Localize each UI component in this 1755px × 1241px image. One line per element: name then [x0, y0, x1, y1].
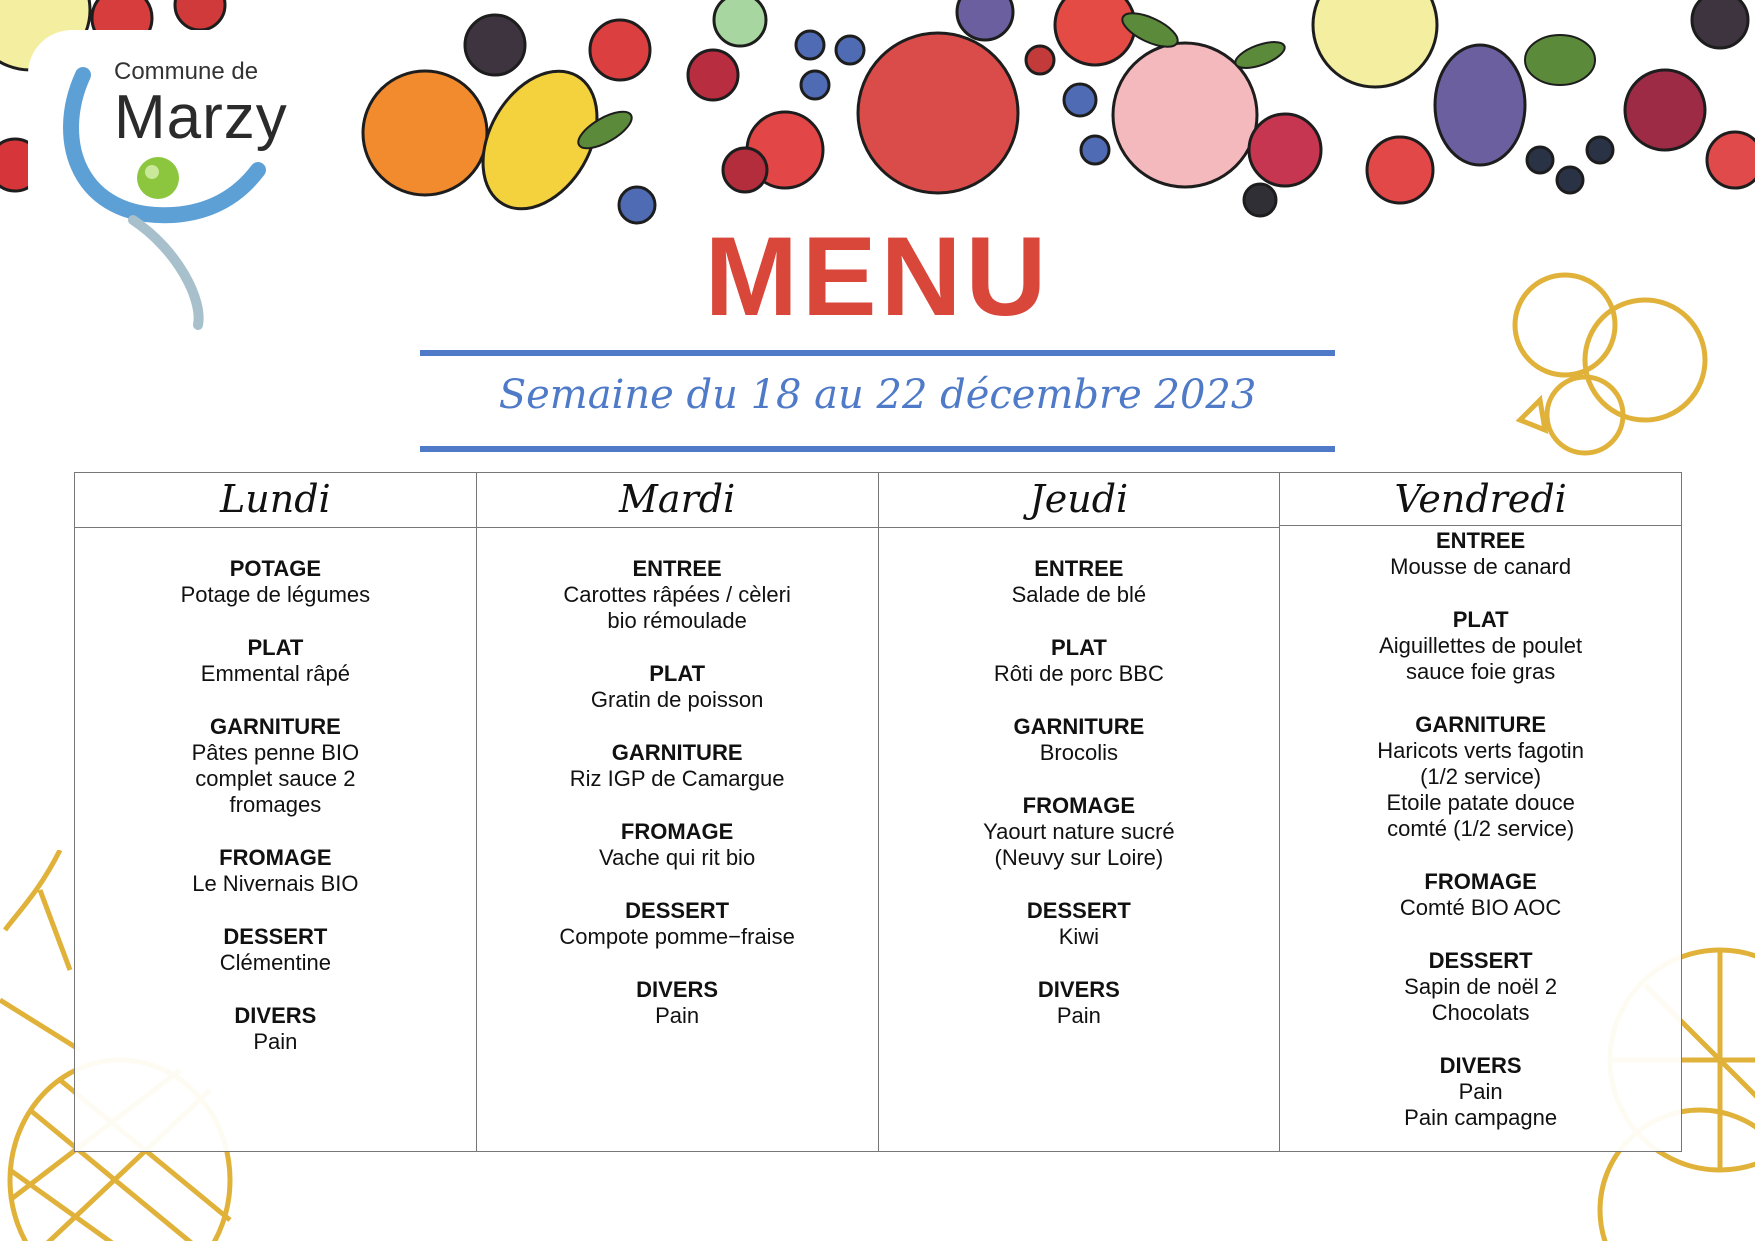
course-block	[879, 635, 1280, 687]
currant-illustration	[1557, 167, 1583, 193]
course-dish: complet sauce 2	[195, 766, 356, 791]
strawberry-illustration	[1707, 132, 1755, 188]
course-dish: Yaourt nature sucré	[983, 819, 1175, 844]
blackberry-illustration	[465, 15, 525, 75]
course-block	[477, 740, 878, 792]
course-dish: Le Nivernais BIO	[192, 871, 359, 896]
course-dish: comté (1/2 service)	[1387, 816, 1575, 841]
course-title: DIVERS	[636, 977, 719, 1002]
plum-illustration	[957, 0, 1013, 40]
course-title: GARNITURE	[1415, 712, 1547, 737]
course-title: DIVERS	[1037, 977, 1120, 1002]
day-menu	[1280, 526, 1681, 1158]
course-title: GARNITURE	[611, 740, 743, 765]
apple-illustration	[1313, 0, 1437, 87]
course-block	[1280, 607, 1681, 685]
course-title: POTAGE	[229, 556, 321, 581]
week-subtitle: Semaine du 18 au 22 décembre 2023	[498, 372, 1257, 418]
course-title: PLAT	[649, 661, 706, 686]
course-title: PLAT	[1050, 635, 1107, 660]
course-title: ENTREE	[1034, 556, 1124, 581]
course-title: FROMAGE	[1424, 869, 1537, 894]
leaf-illustration	[1525, 35, 1595, 85]
day-column-jeudi	[879, 473, 1281, 1151]
course-block	[75, 635, 476, 687]
orange-slice-illustration	[1055, 0, 1135, 65]
course-dish: Chocolats	[1431, 1000, 1530, 1025]
course-dish: fromages	[229, 792, 322, 817]
course-dish: Pain campagne	[1404, 1105, 1558, 1130]
plum-illustration	[714, 0, 766, 46]
course-block	[879, 714, 1280, 766]
course-title: PLAT	[247, 635, 304, 660]
course-block	[75, 1003, 476, 1055]
weekly-menu-table	[74, 472, 1682, 1152]
cherry-illustration	[1026, 46, 1054, 74]
course-block	[75, 924, 476, 976]
orange-illustration	[363, 71, 487, 195]
course-block	[879, 793, 1280, 871]
course-dish: Clémentine	[219, 950, 332, 975]
day-menu	[879, 528, 1280, 1151]
course-dish: Pain	[655, 1003, 700, 1028]
course-dish: Haricots verts fagotin	[1377, 738, 1584, 763]
logo-green-dot-icon	[137, 157, 179, 199]
title-divider-bottom	[420, 446, 1335, 452]
logo-commune-text: Commune de	[114, 58, 259, 85]
course-block	[1280, 948, 1681, 1026]
strawberry-illustration	[1367, 137, 1433, 203]
course-title: DESSERT	[1428, 948, 1533, 973]
leaf-illustration	[1232, 37, 1288, 74]
day-header: Lundi	[75, 473, 476, 528]
course-title: DESSERT	[1026, 898, 1131, 923]
course-dish: Sapin de noël 2	[1404, 974, 1558, 999]
raspberry-illustration	[1249, 114, 1321, 186]
day-header: Jeudi	[879, 473, 1280, 528]
course-title: GARNITURE	[1013, 714, 1145, 739]
course-dish: sauce foie gras	[1406, 659, 1556, 684]
blackberry-illustration	[1692, 0, 1748, 48]
course-block	[477, 898, 878, 950]
cherry-illustration	[1625, 70, 1705, 150]
apple-illustration	[858, 33, 1018, 193]
course-dish: Pâtes penne BIO	[191, 740, 360, 765]
course-block	[1280, 712, 1681, 842]
title-divider-top	[420, 350, 1335, 356]
cherry-illustration	[175, 0, 225, 30]
course-block	[1280, 528, 1681, 580]
course-block	[879, 977, 1280, 1029]
course-dish: (1/2 service)	[1420, 764, 1542, 789]
course-block	[75, 556, 476, 608]
course-dish: (Neuvy sur Loire)	[994, 845, 1164, 870]
course-title: FROMAGE	[219, 845, 332, 870]
course-title: FROMAGE	[620, 819, 734, 844]
blueberry-illustration	[1081, 136, 1109, 164]
course-title: ENTREE	[1436, 528, 1526, 553]
course-dish: Rôti de porc BBC	[993, 661, 1164, 686]
course-dish: Comté BIO AOC	[1399, 895, 1562, 920]
course-dish: Pain	[1458, 1079, 1503, 1104]
day-column-mardi	[477, 473, 879, 1151]
day-header: Vendredi	[1280, 473, 1681, 526]
strawberry-illustration	[590, 20, 650, 80]
course-dish: bio rémoulade	[607, 608, 747, 633]
logo-town-name: Marzy	[114, 83, 288, 152]
blueberry-illustration	[796, 31, 824, 59]
course-dish: Pain	[1056, 1003, 1101, 1028]
course-block	[75, 845, 476, 897]
course-block	[879, 556, 1280, 608]
course-block	[1280, 1053, 1681, 1131]
course-title: ENTREE	[632, 556, 722, 581]
course-dish: Etoile patate douce	[1386, 790, 1575, 815]
course-title: DESSERT	[223, 924, 328, 949]
course-title: GARNITURE	[209, 714, 341, 739]
course-title: DIVERS	[1439, 1053, 1522, 1078]
course-dish: Carottes râpées / cèleri	[563, 582, 791, 607]
course-block	[1280, 869, 1681, 921]
course-dish: Aiguillettes de poulet	[1379, 633, 1583, 658]
course-dish: Pain	[253, 1029, 298, 1054]
course-dish: Potage de légumes	[180, 582, 371, 607]
plum-illustration	[1435, 45, 1525, 165]
cherry-illustration	[723, 148, 767, 192]
course-block	[477, 977, 878, 1029]
day-column-vendredi	[1280, 473, 1681, 1151]
course-dish: Mousse de canard	[1390, 554, 1572, 579]
blueberry-illustration	[801, 71, 829, 99]
day-column-lundi	[75, 473, 477, 1151]
course-dish: Kiwi	[1058, 924, 1100, 949]
course-title: DESSERT	[625, 898, 730, 923]
day-header: Mardi	[477, 473, 878, 528]
course-dish: Riz IGP de Camargue	[569, 766, 785, 791]
course-dish: Gratin de poisson	[590, 687, 764, 712]
cherry-illustration	[688, 50, 738, 100]
course-dish: Emmental râpé	[200, 661, 350, 686]
course-title: PLAT	[1452, 607, 1509, 632]
page-title: MENU	[704, 214, 1051, 339]
course-block	[879, 898, 1280, 950]
course-block	[75, 714, 476, 818]
currant-illustration	[1587, 137, 1613, 163]
course-block	[477, 661, 878, 713]
day-menu	[477, 528, 878, 1151]
course-dish: Salade de blé	[1011, 582, 1147, 607]
blueberry-illustration	[836, 36, 864, 64]
course-title: FROMAGE	[1022, 793, 1136, 818]
blueberry-illustration	[1064, 84, 1096, 116]
course-block	[477, 556, 878, 634]
course-block	[477, 819, 878, 871]
currant-illustration	[1527, 147, 1553, 173]
day-menu	[75, 528, 476, 1151]
course-dish: Vache qui rit bio	[599, 845, 756, 870]
course-dish: Brocolis	[1039, 740, 1118, 765]
course-title: DIVERS	[234, 1003, 317, 1028]
course-dish: Compote pomme−fraise	[559, 924, 795, 949]
